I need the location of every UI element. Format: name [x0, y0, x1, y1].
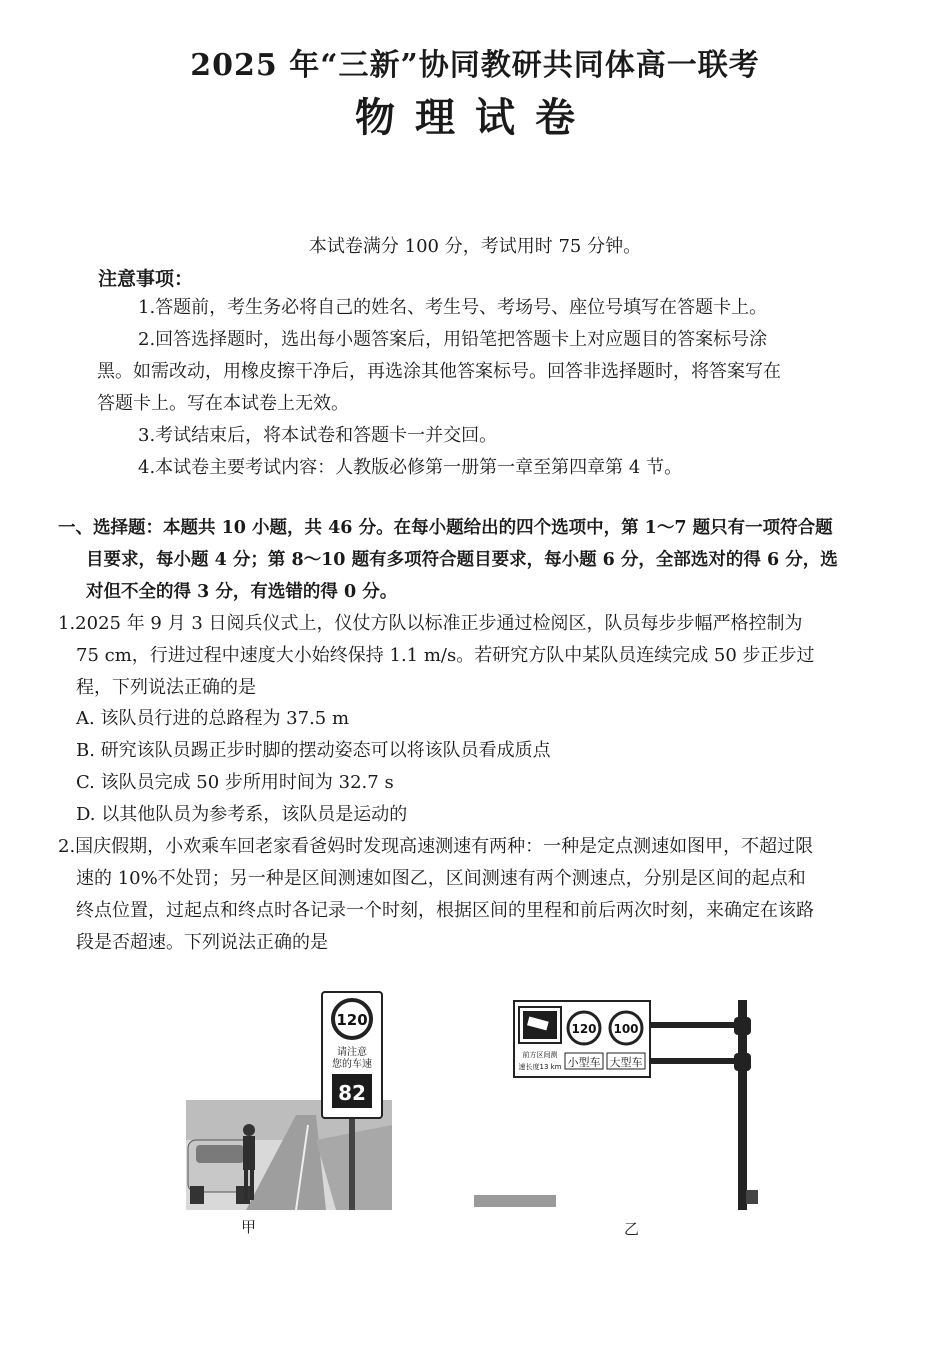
sign-text-1: 请注意 [337, 1047, 367, 1058]
notice-line: 3.考试结束后，将本试卷和答题卡一并交回。 [138, 425, 498, 446]
figure-yi [470, 995, 775, 1215]
q1-stem: 程，下列说法正确的是 [76, 677, 256, 698]
q2-stem: 终点位置，过起点和终点时各记录一个时刻，根据区间的里程和前后两次时刻，来确定在该路 [76, 900, 814, 921]
notice-line: 黑。如需改动，用橡皮擦干净后，再选涂其他答案标号。回答非选择题时，将答案写在 [97, 361, 781, 382]
label-large-car: 大型车 [609, 1056, 643, 1069]
section-heading: 一、选择题：本题共 10 小题，共 46 分。在每小题给出的四个选项中，第 1～7 题只有一项符合题 [58, 518, 833, 538]
interval-note-1: 前方区间测 [522, 1051, 558, 1059]
section-heading: 目要求，每小题 4 分；第 8～10 题有多项符合题目要求，每小题 6 分，全部选对的得 6 分，选 [86, 550, 838, 570]
limit-large-value: 100 [613, 1022, 639, 1036]
notice-line: 1.答题前，考生务必将自己的姓名、考生号、考场号、座位号填写在答题卡上。 [138, 297, 768, 318]
notice-line: 4.本试卷主要考试内容：人教版必修第一册第一章至第四章第 4 节。 [138, 457, 683, 478]
q2-stem: 段是否超速。下列说法正确的是 [76, 932, 328, 953]
notice-line: 答题卡上。写在本试卷上无效。 [97, 393, 349, 414]
figure-yi-caption: 乙 [624, 1220, 640, 1238]
q2-stem: 速的 10%不处罚；另一种是区间测速如图乙，区间测速有两个测速点，分别是区间的起点和 [76, 868, 806, 889]
interval-note-2: 速长度13 km [518, 1063, 562, 1071]
subject-title: 物理试卷 [355, 94, 595, 141]
q1-option-a: A. 该队员行进的总路程为 37.5 m [76, 708, 350, 729]
limit-small-value: 120 [571, 1022, 597, 1036]
figure-jia [186, 990, 392, 1210]
full-mark-note: 本试卷满分 100 分，考试用时 75 分钟。 [308, 236, 642, 257]
q1-stem: 1.2025 年 9 月 3 日阅兵仪式上，仪仗方队以标准正步通过检阅区，队员每步步幅严格控制为 [58, 613, 803, 634]
q1-option-b: B. 研究该队员踢正步时脚的摆动姿态可以将该队员看成质点 [76, 740, 551, 761]
limit-value: 120 [336, 1011, 368, 1029]
q1-stem: 75 cm，行进过程中速度大小始终保持 1.1 m/s。若研究方队中某队员连续完成 50 步正步过 [76, 645, 815, 666]
section-heading: 对但不全的得 3 分，有选错的得 0 分。 [86, 582, 398, 602]
notice-line: 2.回答选择题时，选出每小题答案后，用铅笔把答题卡上对应题目的答案标号涂 [138, 329, 768, 350]
q2-stem: 2.国庆假期，小欢乘车回老家看爸妈时发现高速测速有两种：一种是定点测速如图甲，不超过限 [58, 836, 814, 857]
exam-title: 2025 年“三新”协同教研共同体高一联考 [190, 48, 760, 83]
figure-jia-caption: 甲 [241, 1218, 257, 1236]
q1-option-c: C. 该队员完成 50 步所用时间为 32.7 s [76, 772, 394, 793]
speed-display-value: 82 [338, 1081, 366, 1105]
sign-text-2: 您的车速 [332, 1059, 372, 1070]
q1-option-d: D. 以其他队员为参考系，该队员是运动的 [76, 804, 408, 825]
label-small-car: 小型车 [567, 1056, 601, 1069]
notice-title: 注意事项： [98, 268, 194, 290]
